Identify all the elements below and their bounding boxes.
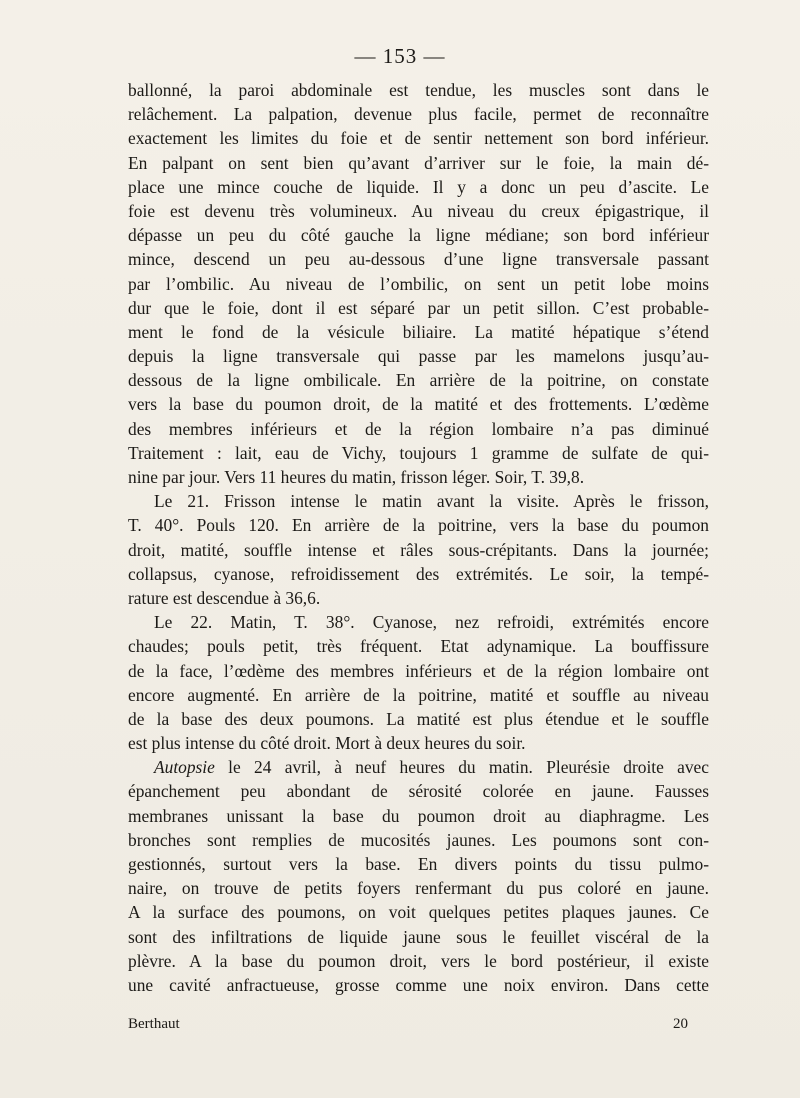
text-line: relâchement. La palpation, devenue plus facile, permet de reconnaître <box>128 104 709 125</box>
text-line: depuis la ligne transversale qui passe par les mamelons jusqu’au- <box>128 346 709 367</box>
text-line: de la face, l’œdème des membres inférieurs et de la région lombaire ont <box>128 660 709 681</box>
text-line: En palpant on sent bien qu’avant d’arriver sur le foie, la main dé- <box>128 152 709 173</box>
text-line: Traitement : lait, eau de Vichy, toujours 1 gramme de sulfate de qui- <box>128 442 709 463</box>
text-line: naire, on trouve de petits foyers renfermant du pus coloré en jaune. <box>128 878 709 899</box>
text-line: dépasse un peu du côté gauche la ligne médiane; son bord inférieur <box>128 225 709 246</box>
text-line: droit, matité, souffle intense et râles sous-crépitants. Dans la journée; <box>128 539 709 560</box>
text-line: gestionnés, surtout vers la base. En divers points du tissu pulmo- <box>128 854 709 874</box>
text-line: place une mince couche de liquide. Il y a donc un peu d’ascite. Le <box>128 176 709 197</box>
text-line: Autopsie le 24 avril, à neuf heures du matin. Pleurésie droite avec <box>154 757 709 778</box>
text-line: une cavité anfractueuse, grosse comme une noix environ. Dans cette <box>128 974 709 995</box>
text-line: chaudes; pouls petit, très fréquent. Etat adynamique. La bouffissure <box>128 636 709 657</box>
footer-author: Berthaut <box>128 1016 180 1032</box>
page-number: — 153 — <box>354 44 446 68</box>
text-line: vers la base du poumon droit, de la matité et des frottements. L’œdème <box>128 394 709 415</box>
text-line: épanchement peu abondant de sérosité colorée en jaune. Fausses <box>128 781 709 802</box>
text-line: encore augmenté. En arrière de la poitrine, matité et souffle au niveau <box>128 684 709 705</box>
text-line: exactement les limites du foie et de sentir nettement son bord inférieur. <box>128 128 709 149</box>
text-line: membranes unissant la base du poumon droit au diaphragme. Les <box>128 805 709 826</box>
text-line: plèvre. A la base du poumon droit, vers le bord postérieur, il existe <box>128 950 709 971</box>
text-line: T. 40°. Pouls 120. En arrière de la poitrine, vers la base du poumon <box>128 515 709 536</box>
text-line: dessous de la ligne ombilicale. En arrière de la poitrine, on constate <box>128 370 709 391</box>
footer-signature-mark: 20 <box>673 1016 688 1032</box>
text-line: par l’ombilic. Au niveau de l’ombilic, on sent un petit lobe moins <box>128 273 709 294</box>
text-line: collapsus, cyanose, refroidissement des extrémités. Le soir, la tempé- <box>128 563 709 584</box>
text-line: Le 22. Matin, T. 38°. Cyanose, nez refroidi, extrémités encore <box>154 612 709 633</box>
text-line: dur que le foie, dont il est séparé par un petit sillon. C’est probable- <box>128 297 709 318</box>
italic-lead: Autopsie <box>154 757 215 778</box>
text-line: est plus intense du côté droit. Mort à deux heures du soir. <box>128 733 526 754</box>
body-text <box>128 78 709 997</box>
text-line: nine par jour. Vers 11 heures du matin, frisson léger. Soir, T. 39,8. <box>128 467 585 487</box>
text-line: ballonné, la paroi abdominale est tendue, les muscles sont dans le <box>128 80 709 100</box>
text-line: foie est devenu très volumineux. Au niveau du creux épigastrique, il <box>128 200 709 221</box>
text-line: rature est descendue à 36,6. <box>128 587 321 608</box>
text-line: des membres inférieurs et de la région lombaire n’a pas diminué <box>128 418 709 439</box>
text-line: Le 21. Frisson intense le matin avant la visite. Après le frisson, <box>154 491 709 512</box>
text-line: bronches sont remplies de mucosités jaunes. Les poumons sont con- <box>128 829 709 850</box>
text-line: ment le fond de la vésicule biliaire. La matité hépatique s’étend <box>128 321 709 342</box>
text-line: de la base des deux poumons. La matité est plus étendue et le souffle <box>128 708 709 729</box>
text-line: mince, descend un peu au-dessous d’une ligne transversale passant <box>128 249 709 270</box>
text-line: sont des infiltrations de liquide jaune sous le feuillet viscéral de la <box>128 926 709 947</box>
text-line: A la surface des poumons, on voit quelques petites plaques jaunes. Ce <box>128 902 709 923</box>
